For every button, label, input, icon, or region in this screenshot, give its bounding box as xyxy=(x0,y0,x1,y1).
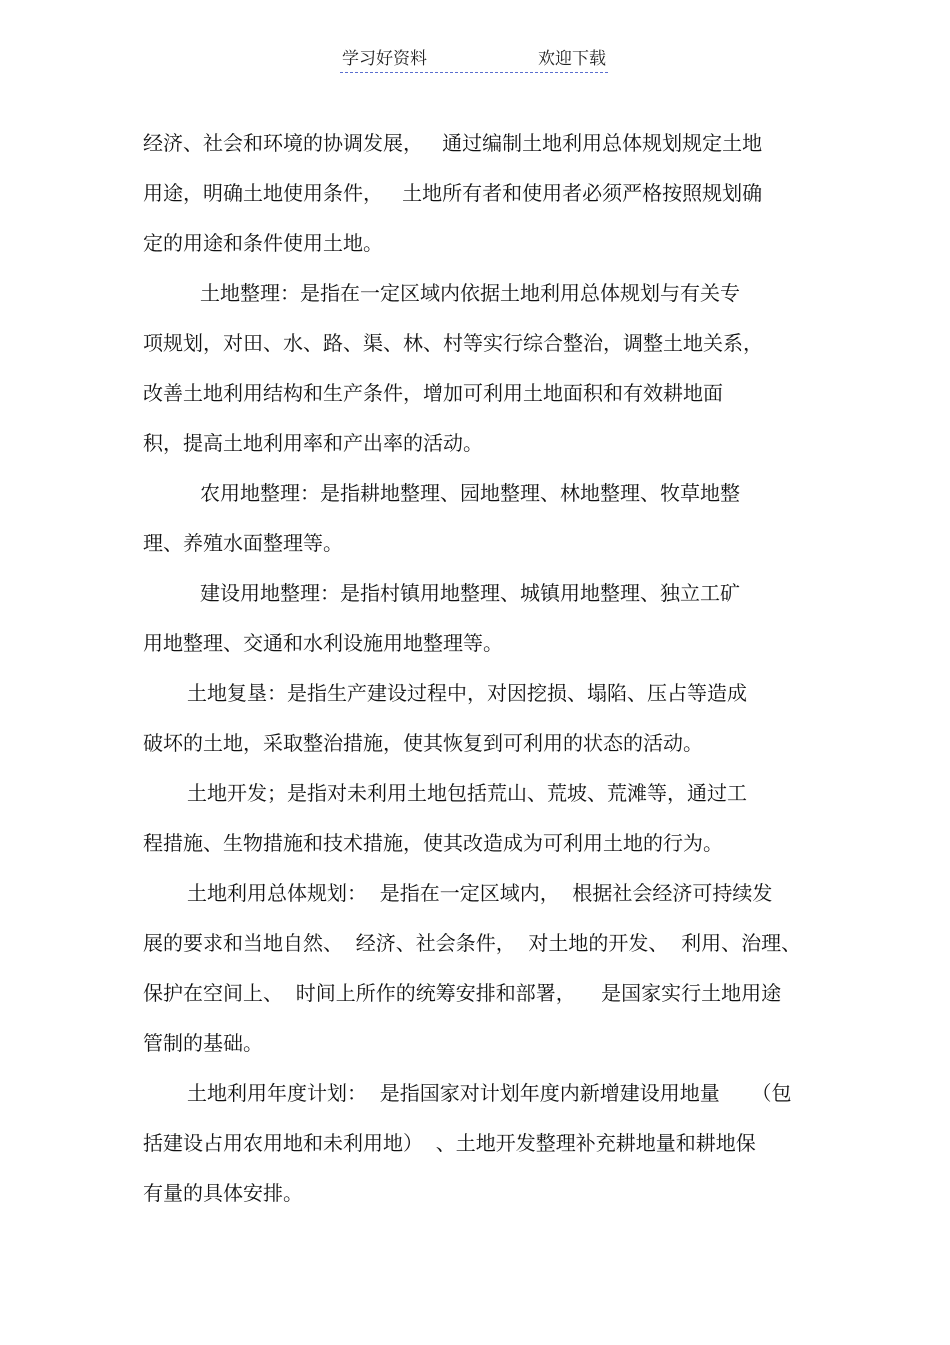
page-header xyxy=(340,48,608,73)
text-line: 有量的具体安排。 xyxy=(143,1181,303,1205)
text-line: 括建设占用农用地和未利用地） 、土地开发整理补充耕地量和耕地保 xyxy=(143,1131,756,1155)
text-line: 理、养殖水面整理等。 xyxy=(143,531,343,555)
text-line: 积，提高土地利用率和产出率的活动。 xyxy=(143,431,483,455)
text-line: 程措施、生物措施和技术措施，使其改造成为可利用土地的行为。 xyxy=(143,831,723,855)
text-line: 改善土地利用结构和生产条件，增加可利用土地面积和有效耕地面 xyxy=(143,381,723,405)
text-line: 保护在空间上、 时间上所作的统筹安排和部署， 是国家实行土地用途 xyxy=(143,981,782,1005)
text-line: 用途，明确土地使用条件， 土地所有者和使用者必须严格按照规划确 xyxy=(143,181,763,205)
text-line: 经济、社会和环境的协调发展， 通过编制土地利用总体规划规定土地 xyxy=(143,131,763,155)
text-line: 土地整理：是指在一定区域内依据土地利用总体规划与有关专 xyxy=(200,281,740,305)
header-right-text: 欢迎下载 xyxy=(538,49,606,69)
text-line: 展的要求和当地自然、 经济、社会条件， 对土地的开发、 利用、治理、 xyxy=(143,931,802,955)
text-line: 土地利用年度计划： 是指国家对计划年度内新增建设用地量 （包 xyxy=(187,1081,792,1105)
text-line: 土地利用总体规划： 是指在一定区域内， 根据社会经济可持续发 xyxy=(187,881,773,905)
text-line: 土地开发；是指对未利用土地包括荒山、荒坡、荒滩等，通过工 xyxy=(187,781,747,805)
text-line: 建设用地整理：是指村镇用地整理、城镇用地整理、独立工矿 xyxy=(200,581,740,605)
text-line: 项规划，对田、水、路、渠、林、村等实行综合整治，调整土地关系， xyxy=(143,331,763,355)
text-line: 农用地整理：是指耕地整理、园地整理、林地整理、牧草地整 xyxy=(200,481,740,505)
text-line: 定的用途和条件使用土地。 xyxy=(143,231,383,255)
header-left-text: 学习好资料 xyxy=(342,49,427,69)
text-line: 土地复垦：是指生产建设过程中，对因挖损、塌陷、压占等造成 xyxy=(187,681,747,705)
text-line: 破坏的土地，采取整治措施，使其恢复到可利用的状态的活动。 xyxy=(143,731,703,755)
text-line: 管制的基础。 xyxy=(143,1031,263,1055)
text-line: 用地整理、交通和水利设施用地整理等。 xyxy=(143,631,503,655)
